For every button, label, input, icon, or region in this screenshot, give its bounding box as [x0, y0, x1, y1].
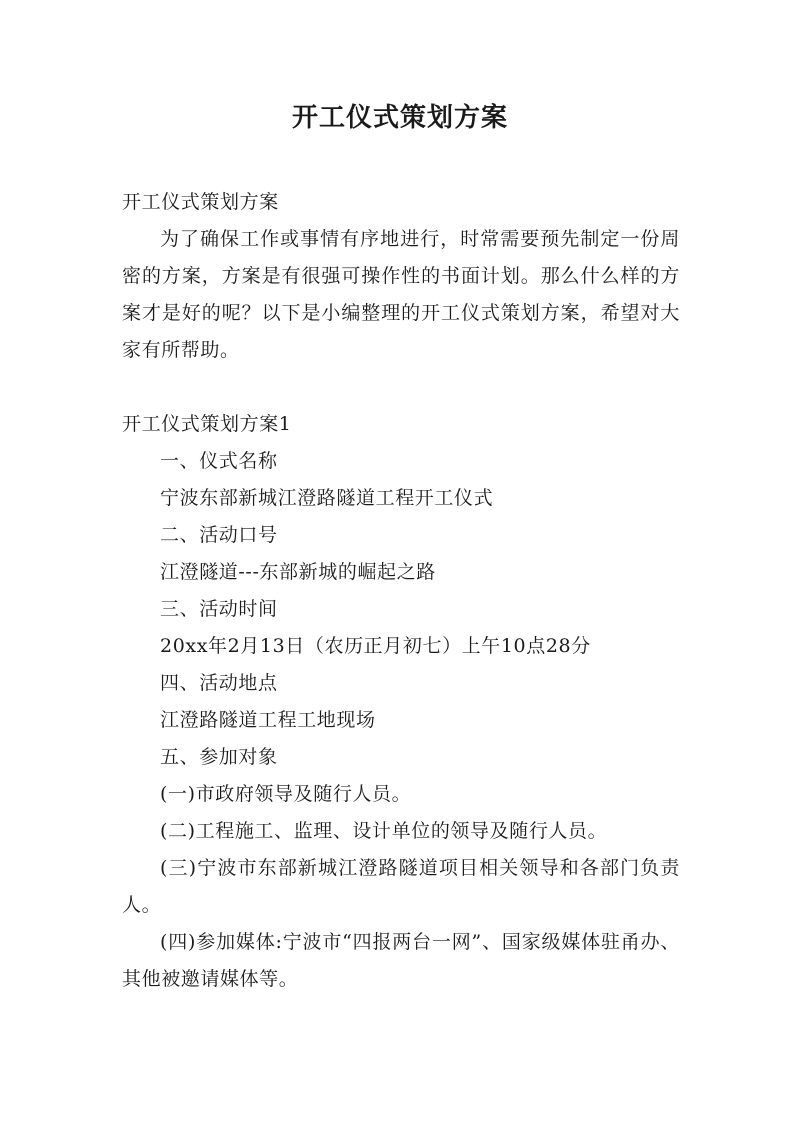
document-subtitle: 开工仪式策划方案 [122, 191, 279, 213]
slogan-value: 江澄隧道---东部新城的崛起之路 [160, 561, 436, 583]
participant-item: (二)工程施工、监理、设计单位的领导及随行人员。 [160, 820, 608, 842]
heading-time: 三、活动时间 [160, 598, 278, 620]
location-value: 江澄路隧道工程工地现场 [160, 709, 376, 731]
heading-location: 四、活动地点 [160, 672, 278, 694]
intro-paragraph: 为了确保工作或事情有序地进行，时常需要预先制定一份周密的方案，方案是有很强可操作性的书面计划。那么什么样的方案才是好的呢？以下是小编整理的开工仪式策划方案，希望对大家有所帮助。 [122, 228, 680, 361]
heading-slogan: 二、活动口号 [160, 524, 278, 546]
heading-ceremony-name: 一、仪式名称 [160, 450, 278, 472]
time-value: 20xx年2月13日（农历正月初七）上午10点28分 [160, 635, 591, 657]
paragraph-spacer [122, 369, 680, 406]
participant-item: (一)市政府领导及随行人员。 [160, 783, 412, 805]
document-title: 开工仪式策划方案 [291, 103, 508, 133]
section-title: 开工仪式策划方案1 [122, 413, 292, 435]
document-body [122, 184, 680, 998]
heading-participants: 五、参加对象 [160, 746, 278, 768]
ceremony-name-value: 宁波东部新城江澄路隧道工程开工仪式 [160, 487, 494, 509]
participant-item: (三)宁波市东部新城江澄路隧道项目相关领导和各部门负责人。 [122, 857, 680, 916]
participant-item: (四)参加媒体:宁波市“四报两台一网”、国家级媒体驻甬办、其他被邀请媒体等。 [122, 931, 680, 990]
